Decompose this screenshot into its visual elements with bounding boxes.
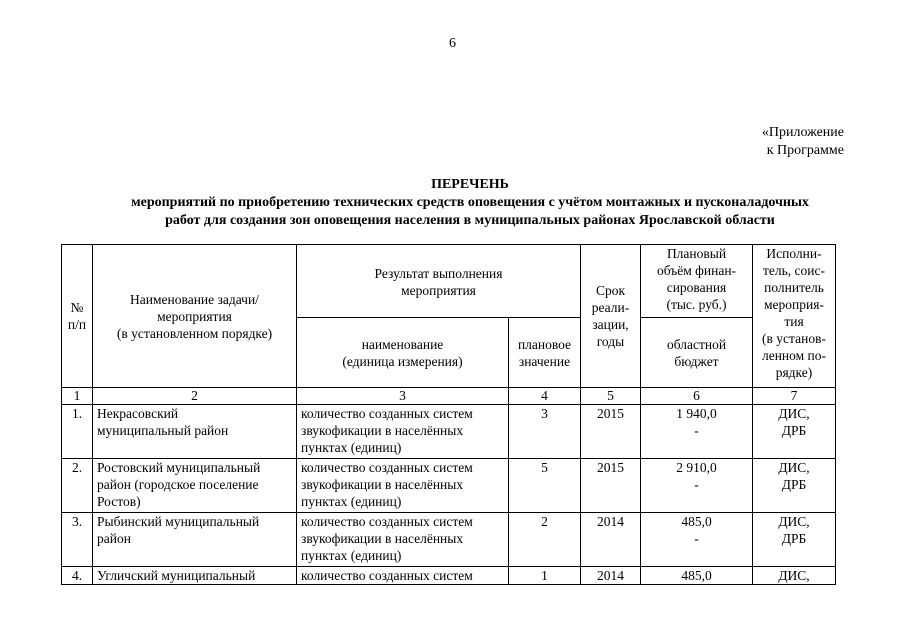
- text-line: пунктах (единиц): [301, 440, 402, 455]
- row-number: 1.: [62, 405, 93, 459]
- text-line: годы: [596, 334, 625, 349]
- header-result-value: [509, 318, 581, 388]
- row-year: 2014: [581, 567, 641, 585]
- text-line: количество созданных систем: [301, 568, 473, 583]
- header-result: [297, 245, 581, 318]
- row-budget: [641, 513, 753, 567]
- text-line: муниципальный район: [97, 423, 229, 438]
- page-number: 6: [449, 36, 456, 51]
- text-line: объём финан-: [656, 263, 737, 278]
- text-line: район: [97, 531, 131, 546]
- row-executor: [753, 567, 836, 585]
- text-line: плановое: [517, 336, 572, 352]
- header-task-name: [93, 245, 297, 388]
- table-row: [62, 567, 836, 585]
- text-line: ДИС,: [778, 406, 810, 421]
- text-line: Исполни-: [766, 246, 822, 261]
- text-line: бюджет: [674, 353, 719, 369]
- text-line: полнитель: [764, 280, 824, 295]
- text-line: областной: [666, 336, 727, 352]
- text-line: 1 940,0: [676, 406, 717, 421]
- text-line: №: [70, 300, 84, 315]
- text-line: рядке): [775, 365, 813, 380]
- text-line: Рыбинский муниципальный: [97, 514, 260, 529]
- row-executor: [753, 513, 836, 567]
- row-executor: [753, 459, 836, 513]
- text-line: зации,: [592, 317, 629, 332]
- text-line: наименование: [361, 336, 444, 352]
- column-number-row: [62, 388, 836, 405]
- text-line: ДИС,: [778, 460, 810, 475]
- row-result-value: 2: [509, 513, 581, 567]
- row-executor: [753, 405, 836, 459]
- header-term: [581, 245, 641, 388]
- row-result-name: [297, 459, 509, 513]
- text-line: (тыс. руб.): [666, 297, 727, 312]
- text-line: Ростовский муниципальный: [97, 460, 261, 475]
- row-result-value: 1: [509, 567, 581, 585]
- document-heading: [90, 176, 850, 230]
- row-task-name: [93, 405, 297, 459]
- text-line: Наименование задачи/: [130, 291, 259, 307]
- row-budget: [641, 405, 753, 459]
- text-line: реали-: [591, 300, 630, 315]
- text-line: мероприя-: [764, 297, 824, 312]
- text-line: количество созданных систем: [301, 460, 473, 475]
- row-year: 2014: [581, 513, 641, 567]
- document-subtitle-line: работ для создания зон оповещения населения в муниципальных районах Ярославской области: [165, 213, 775, 228]
- text-line: ДРБ: [781, 531, 807, 546]
- text-line: звукофикации в населённых: [301, 531, 464, 546]
- row-year: 2015: [581, 405, 641, 459]
- appendix-line: «Приложение: [761, 125, 844, 140]
- text-line: сирования: [666, 280, 727, 295]
- header-finance: [641, 245, 753, 318]
- row-number: 2.: [62, 459, 93, 513]
- table-row: [62, 459, 836, 513]
- text-line: 2 910,0: [676, 460, 717, 475]
- text-line: ленном по-: [761, 348, 827, 363]
- document-subtitle-line: мероприятий по приобретению технических средств оповещения с учётом монтажных и пусконаладочных: [131, 195, 809, 210]
- text-line: количество созданных систем: [301, 406, 473, 421]
- text-line: (в установленном порядке): [116, 325, 273, 341]
- text-line: пунктах (единиц): [301, 548, 402, 563]
- measures-table: [61, 244, 836, 585]
- column-number: 4: [509, 388, 581, 405]
- text-line: ДИС,: [778, 568, 810, 583]
- column-number: 2: [93, 388, 297, 405]
- text-line: Ростов): [97, 494, 141, 509]
- row-result-value: 5: [509, 459, 581, 513]
- table-row: [62, 405, 836, 459]
- text-line: п/п: [67, 317, 87, 332]
- appendix-note: [762, 124, 844, 160]
- text-line: район (городское поселение: [97, 477, 259, 492]
- column-number: 6: [641, 388, 753, 405]
- row-year: 2015: [581, 459, 641, 513]
- text-line: тель, соис-: [763, 263, 825, 278]
- text-line: Результат выполнения: [374, 266, 503, 281]
- text-line: Плановый: [666, 246, 727, 261]
- column-number: 5: [581, 388, 641, 405]
- row-budget: [641, 459, 753, 513]
- row-result-name: [297, 513, 509, 567]
- appendix-line: к Программе: [766, 143, 844, 158]
- document-title: ПЕРЕЧЕНЬ: [431, 177, 509, 192]
- column-number: 1: [62, 388, 93, 405]
- text-line: значение: [518, 353, 571, 369]
- text-line: тия: [784, 314, 804, 329]
- text-line: 485,0: [681, 568, 712, 583]
- row-result-name: [297, 405, 509, 459]
- text-line: звукофикации в населённых: [301, 477, 464, 492]
- text-line: Некрасовский: [97, 406, 179, 421]
- text-line: ДРБ: [781, 477, 807, 492]
- text-line: количество созданных систем: [301, 514, 473, 529]
- header-result-name: [297, 318, 509, 388]
- header-number: [62, 245, 93, 388]
- text-line: (в установ-: [762, 331, 826, 346]
- column-number: 3: [297, 388, 509, 405]
- text-line: Угличский муниципальный: [97, 568, 256, 583]
- text-line: 485,0: [681, 514, 712, 529]
- text-line: звукофикации в населённых: [301, 423, 464, 438]
- text-line: -: [694, 531, 699, 546]
- row-task-name: [93, 459, 297, 513]
- row-budget: [641, 567, 753, 585]
- text-line: ДИС,: [778, 514, 810, 529]
- text-line: мероприятия: [157, 308, 232, 324]
- text-line: (единица измерения): [342, 353, 463, 369]
- column-number: 7: [753, 388, 836, 405]
- text-line: -: [694, 477, 699, 492]
- text-line: пунктах (единиц): [301, 494, 402, 509]
- row-result-name: [297, 567, 509, 585]
- row-task-name: [93, 513, 297, 567]
- header-executor: [753, 245, 836, 388]
- text-line: мероприятия: [401, 283, 476, 298]
- text-line: ДРБ: [781, 423, 807, 438]
- text-line: -: [694, 423, 699, 438]
- table-row: [62, 513, 836, 567]
- text-line: Срок: [595, 283, 626, 298]
- row-task-name: [93, 567, 297, 585]
- row-result-value: 3: [509, 405, 581, 459]
- header-finance-budget: [641, 318, 753, 388]
- row-number: 4.: [62, 567, 93, 585]
- row-number: 3.: [62, 513, 93, 567]
